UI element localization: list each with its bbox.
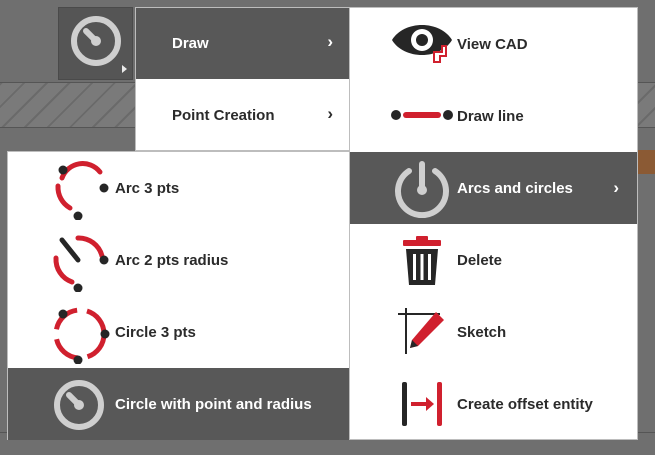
- chevron-right-icon: ›: [327, 32, 333, 51]
- menu-item-label: View CAD: [457, 35, 528, 53]
- menu-item-label: Arcs and circles: [457, 179, 573, 197]
- menu-item-arc-3-pts[interactable]: [8, 152, 349, 224]
- menu-item-arc-2-pts-radius[interactable]: [8, 224, 349, 296]
- circle-with-point-radius-icon: [67, 12, 125, 75]
- background-element: [636, 150, 655, 174]
- pencil-icon: [396, 306, 448, 358]
- menu-item-circle-with-point-and-radius[interactable]: [8, 368, 349, 440]
- menu-item-draw[interactable]: [136, 8, 349, 79]
- chevron-right-icon: ›: [327, 104, 333, 123]
- chevron-right-icon: ›: [613, 178, 619, 197]
- menu-item-label: Arc 2 pts radius: [115, 251, 229, 269]
- menu-item-label: Create offset entity: [457, 395, 593, 413]
- menu-item-arcs-and-circles[interactable]: [350, 152, 637, 224]
- menu-item-view-cad[interactable]: [350, 8, 637, 80]
- line-icon: [388, 100, 456, 130]
- offset-icon: [396, 378, 448, 430]
- arc-3pts-icon: [48, 158, 110, 220]
- menu-item-sketch[interactable]: [350, 296, 637, 368]
- menu-item-label: Circle 3 pts: [115, 323, 196, 341]
- menu-level-2: [349, 7, 638, 440]
- trash-icon: [400, 234, 444, 288]
- menu-item-label: Delete: [457, 251, 503, 269]
- circle-3pts-icon: [48, 302, 110, 364]
- eye-icon: [388, 12, 456, 70]
- arc-2pts-radius-icon: [48, 230, 110, 292]
- arc-icon: [392, 158, 452, 218]
- menu-item-delete[interactable]: [350, 224, 637, 296]
- menu-item-label: Circle with point and radius: [115, 395, 312, 413]
- menu-item-create-offset-entity[interactable]: [350, 368, 637, 440]
- menu-item-point-creation[interactable]: [136, 79, 349, 151]
- menu-item-label: Arc 3 pts: [115, 179, 180, 197]
- circle-point-radius-icon: [50, 376, 108, 434]
- menu-level-3: [7, 151, 350, 440]
- expand-corner-icon: [122, 65, 127, 73]
- menu-item-label: Draw: [172, 35, 209, 52]
- arcs-tool-button[interactable]: [58, 7, 133, 80]
- menu-level-1: [135, 7, 350, 151]
- menu-item-label: Draw line: [457, 107, 524, 125]
- menu-item-label: Point Creation: [172, 106, 275, 124]
- menu-item-circle-3-pts[interactable]: [8, 296, 349, 368]
- menu-item-draw-line[interactable]: [350, 80, 637, 152]
- menu-item-label: Sketch: [457, 323, 507, 341]
